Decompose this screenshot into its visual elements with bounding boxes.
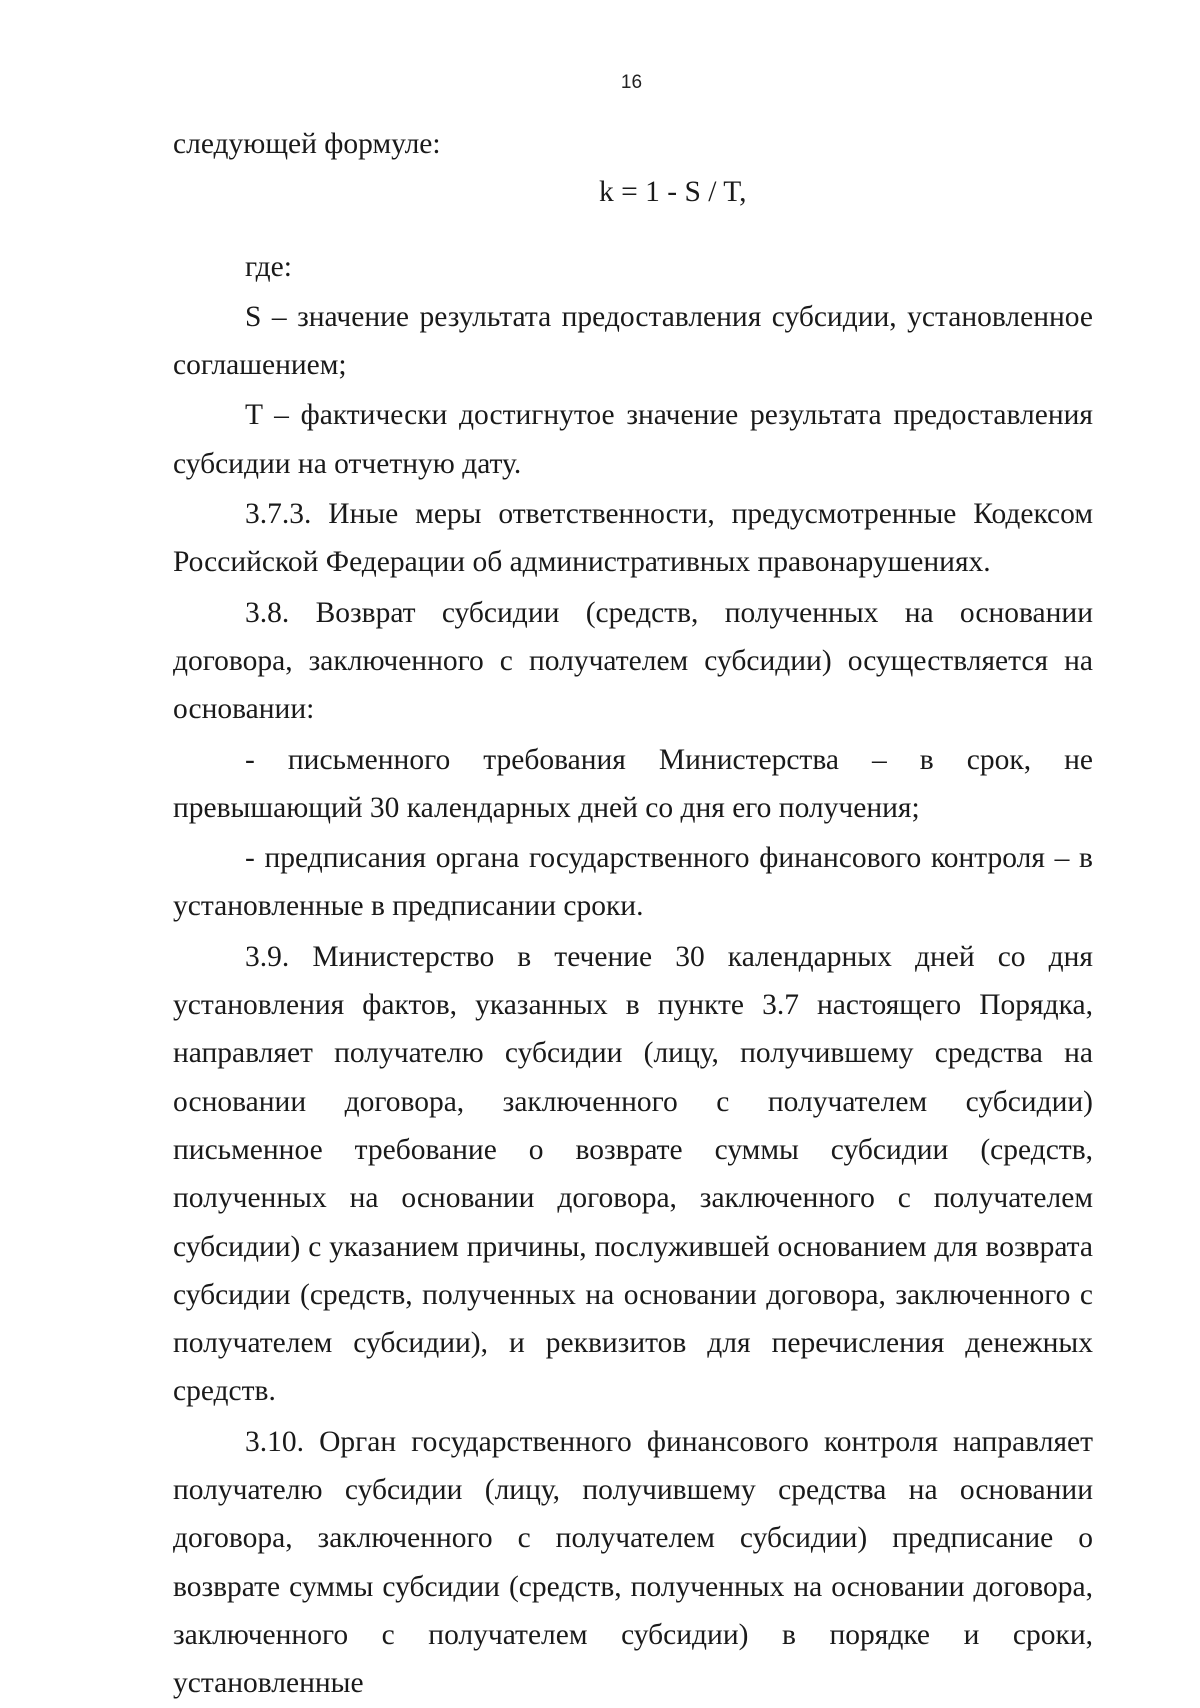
paragraph-3-9: 3.9. Министерство в течение 30 календарных дней со дня установления фактов, указанных в пункте 3.7 настоящего Порядка, направляет получателю субсидии (лицу, получившему средства на основании договора, заключенного с получателем субсидии) письменное требование о возврате суммы субсидии (средств, полученных на основании договора, заключенного с получателем субсидии) с указанием причины, послужившей основанием для возврата субсидии (средств, полученных на основании договора, заключенного с получателем субсидии), и реквизитов для перечисления денежных средств. — [173, 940, 1093, 1408]
s-definition: S – значение результата предоставления субсидии, установленное соглашением; — [173, 300, 1093, 382]
spacer — [173, 217, 1093, 243]
paragraph-3-7-3: 3.7.3. Иные меры ответственности, предусмотренные Кодексом Российской Федерации об административных правонарушениях. — [173, 498, 1093, 579]
paragraph-3-8-item-a: - письменного требования Министерства – в срок, не превышающий 30 календарных дней со дня его получения; — [173, 743, 1093, 824]
intro-line: следующей формуле: — [173, 128, 441, 160]
page-number: 16 — [620, 72, 643, 93]
where-label: где: — [245, 250, 292, 283]
document-body — [173, 120, 1093, 1708]
paragraph-3-8-item-b: - предписания органа государственного финансового контроля – в установленные в предписании сроки. — [173, 842, 1093, 923]
paragraph-3-8: 3.8. Возврат субсидии (средств, полученных на основании договора, заключенного с получателем субсидии) осуществляется на основании: — [173, 596, 1093, 726]
t-definition: T – фактически достигнутое значение результата предоставления субсидии на отчетную дату. — [173, 399, 1093, 480]
paragraph-3-10: 3.10. Орган государственного финансового контроля направляет получателю субсидии (лицу, получившему средства на основании договора, заключенного с получателем субсидии) предписание о возврате суммы субсидии (средств, полученных на основании договора, заключенного с получателем субсидии) в порядке и сроки, установленные — [173, 1425, 1093, 1700]
formula: k = 1 - S / T, — [599, 176, 747, 209]
